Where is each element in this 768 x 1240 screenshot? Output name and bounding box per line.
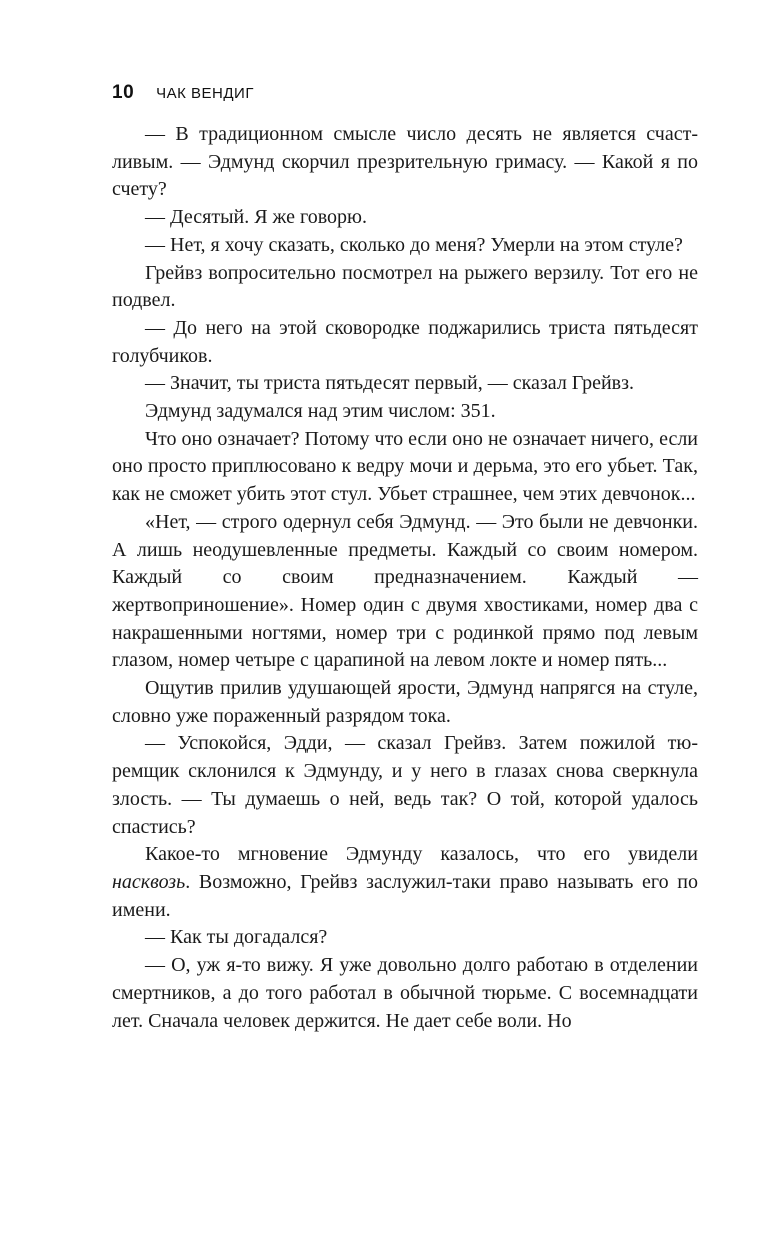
- paragraph: — Нет, я хочу сказать, сколько до меня? Умерли на этом стуле?: [145, 233, 683, 256]
- paragraph: Что оно означает? Потому что если оно не означает ничего, если оно просто приплюсовано к ведру мочи и дерьма, это его убьет. Так, как не сможет убить этот стул. Убьет страшнее, чем этих девчонок...: [112, 427, 698, 506]
- running-head-author: ЧАК ВЕНДИГ: [156, 85, 254, 102]
- paragraph: [112, 841, 698, 924]
- paragraph: Ощутив прилив удушающей ярости, Эдмунд напрягся на стуле, словно уже пораженный разрядом тока.: [112, 677, 698, 727]
- paragraph: Грейвз вопросительно посмотрел на рыжего верзилу. Тот его не подвел.: [112, 261, 698, 312]
- paragraph: — В традиционном смысле число десять не является счастливым. — Эдмунд скорчил презрительную гримасу. — Какой я по счету?: [112, 123, 698, 201]
- paragraph: Эдмунд задумался над этим числом: 351.: [145, 400, 496, 423]
- paragraph: — Как ты догадался?: [145, 926, 328, 949]
- paragraph-text: . Возможно, Грейвз заслужил-таки право называть его по имени.: [112, 870, 698, 921]
- paragraph: — Успокойся, Эдди, — сказал Грейвз. Затем пожилой тюремщик склонился к Эдмунду, и у него в глазах снова сверкнула злость. — Ты думаешь о ней, ведь так? О той, которой удалось спастись?: [112, 732, 698, 838]
- paragraph: — Десятый. Я же говорю.: [145, 206, 367, 229]
- paragraph: «Нет, — строго одернул себя Эдмунд. — Это были не девчонки. А лишь неодушевленные предметы. Каждый со своим номером. Каждый со своим предназначением. Каждый — жертвоприношение». Номер один с двумя хвостиками, номер два с накрашенными ногтями, номер три с родинкой прямо под левым глазом, номер четыре с царапиной на левом локте и номер пять...: [112, 510, 698, 672]
- paragraph-text: Какое-то мгновение Эдмунду казалось, что его увидели: [145, 843, 698, 866]
- paragraph: — До него на этой сковородке поджарились триста пятьдесят голубчиков.: [112, 316, 698, 367]
- page-number: 10: [112, 82, 135, 103]
- body-text: [112, 121, 698, 1035]
- paragraph: — О, уж я-то вижу. Я уже довольно долго работаю в отделении смертников, а до того работал в обычной тюрьме. С восемнадцати лет. Сначала человек держится. Не дает себе воли. Но: [112, 954, 698, 1032]
- emphasis-text: насквозь: [112, 870, 186, 893]
- paragraph: — Значит, ты триста пятьдесят первый, — сказал Грейвз.: [145, 372, 635, 395]
- running-header: [112, 82, 254, 104]
